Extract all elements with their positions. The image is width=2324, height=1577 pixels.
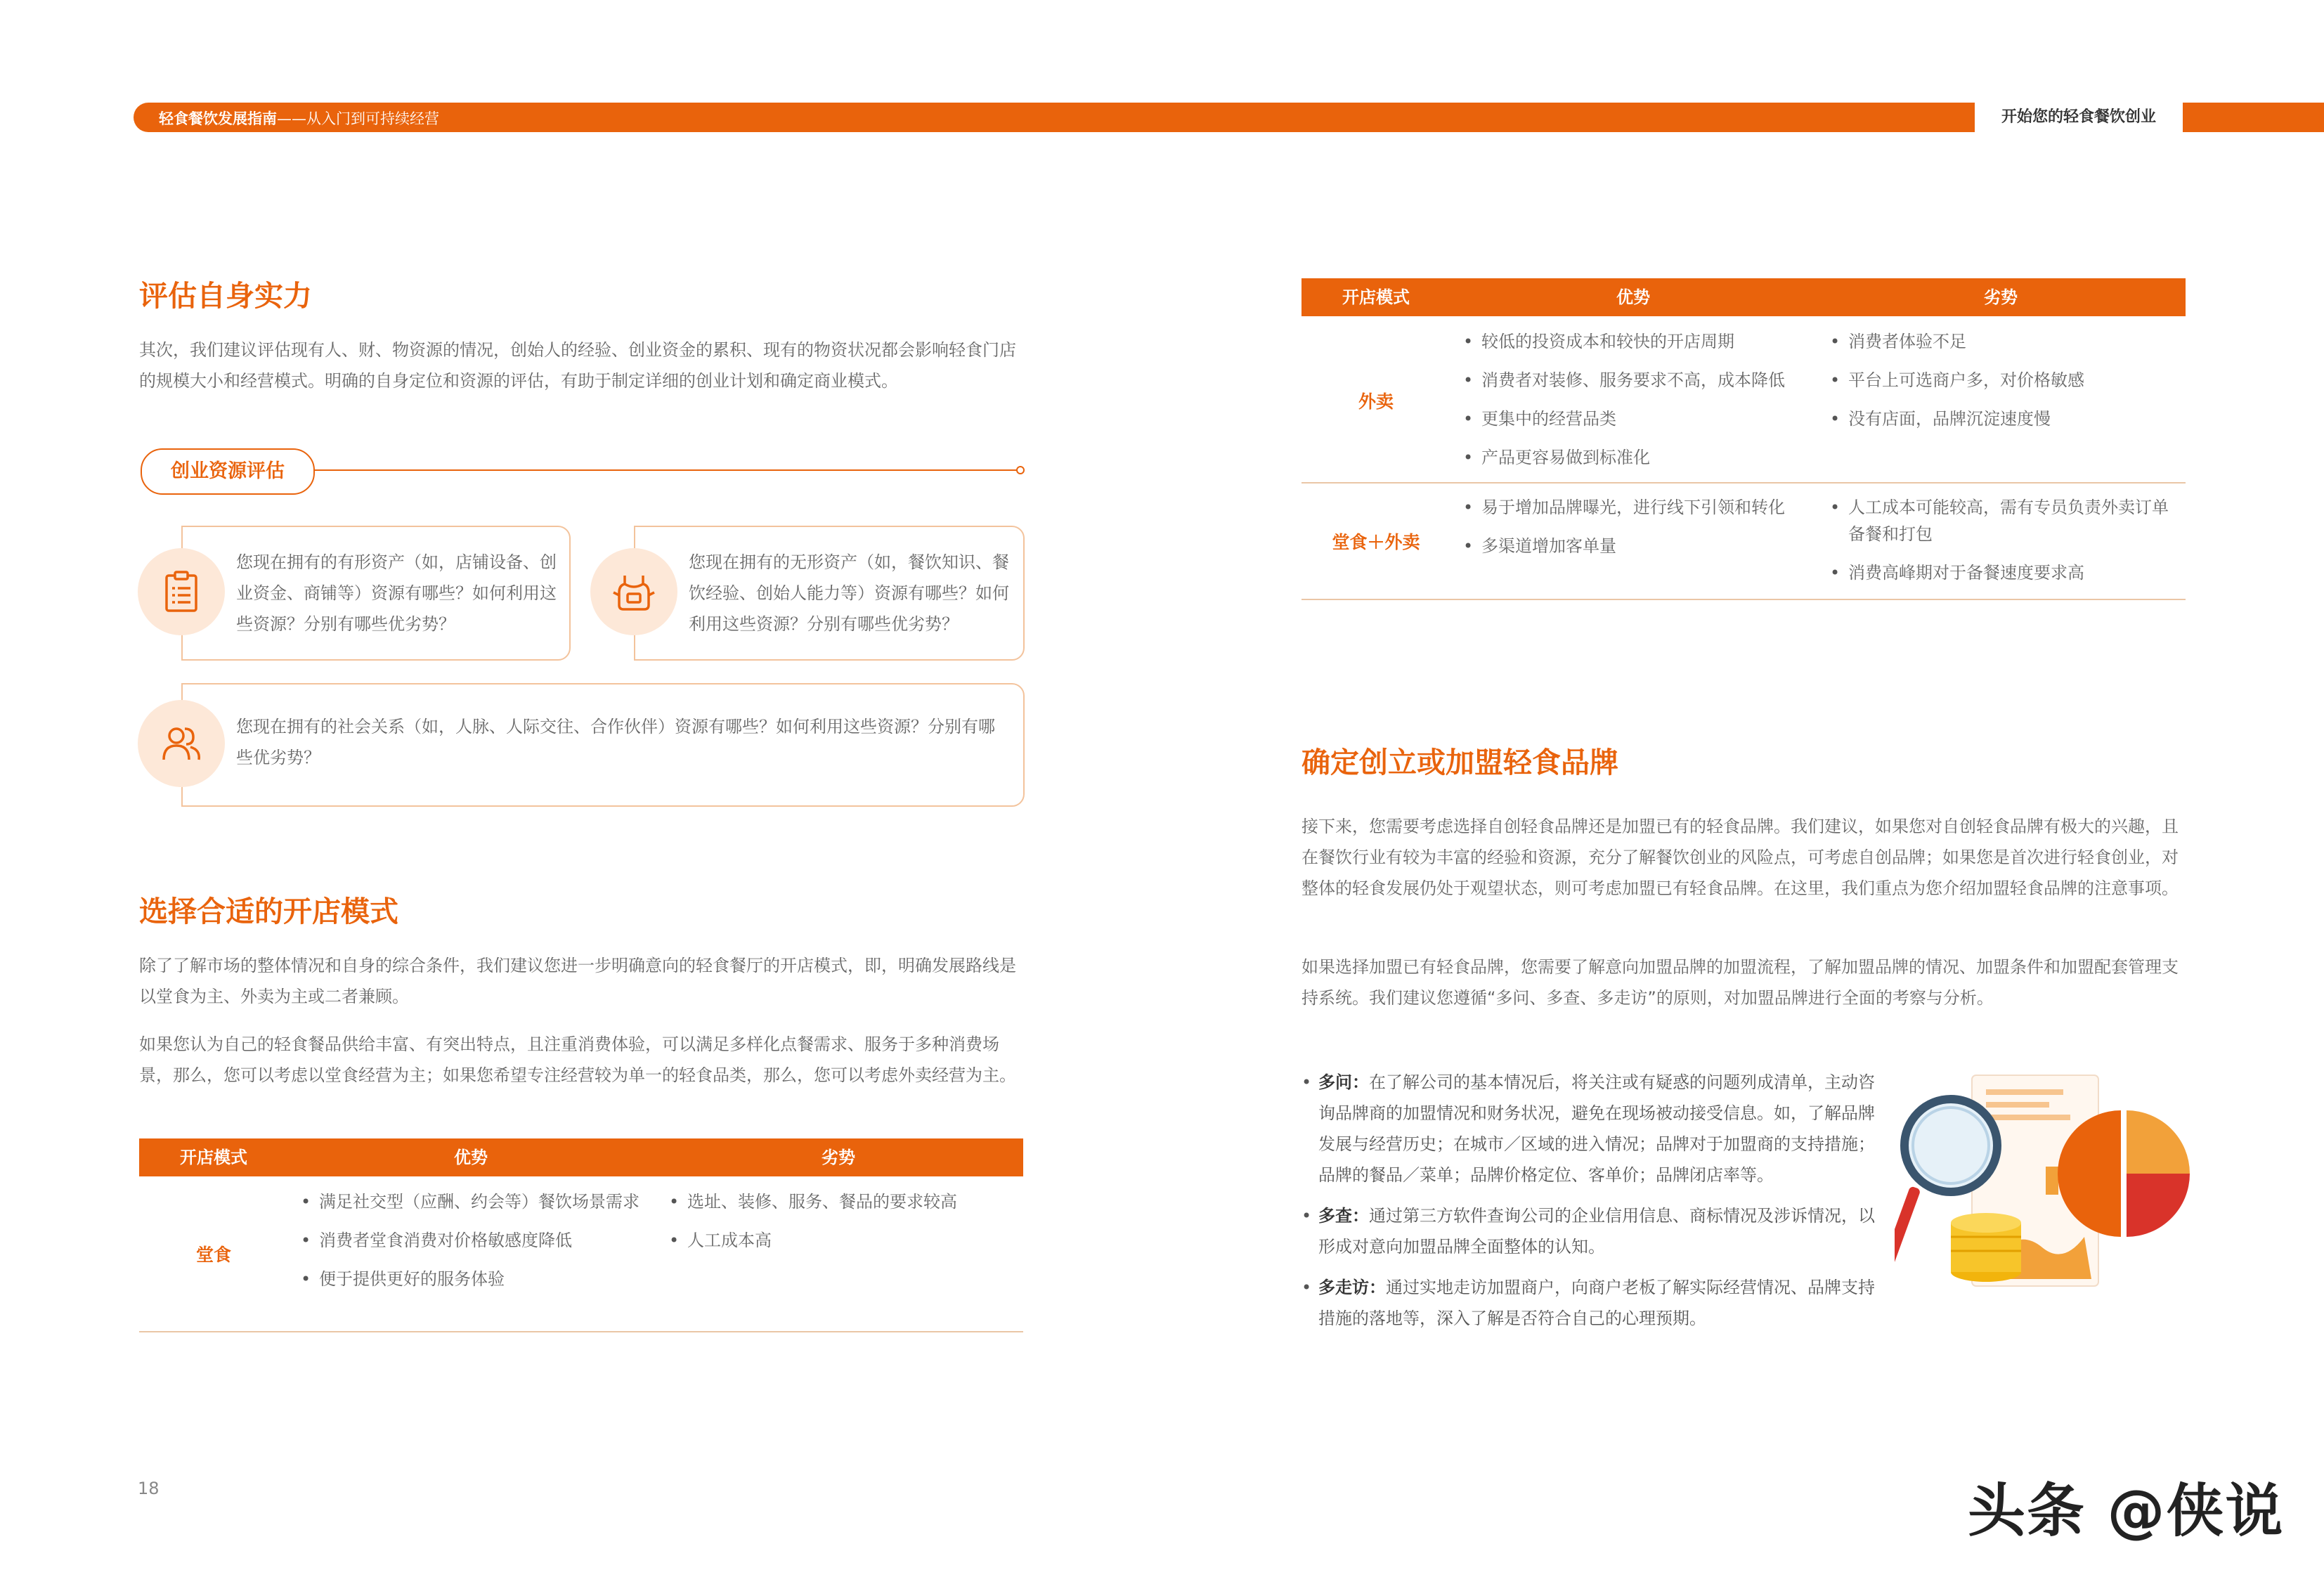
pros-list [1463, 494, 1822, 571]
list-item: • 产品更容易做到标准化 [1463, 444, 1822, 471]
card-text: 您现在拥有的社会关系（如，人脉、人际交往、合作伙伴）资源有哪些？如何利用这些资源？分别有哪些优劣势？ [236, 717, 995, 767]
clipboard-icon [138, 548, 225, 635]
cons-list [1830, 328, 2181, 444]
section-title-assess: 评估自身实力 [139, 279, 312, 313]
card-text: 您现在拥有的无形资产（如，餐饮知识、餐饮经验、创始人能力等）资源有哪些？如何利用这些资源？分别有哪些优劣势？ [689, 552, 1009, 634]
pill-line [313, 469, 1019, 471]
section-body-brand-2: 如果选择加盟已有轻食品牌，您需要了解意向加盟品牌的加盟流程，了解加盟品牌的情况、加盟条件和加盟配套管理支持系统。我们建议您遵循“多问、多查、多走访”的原则，对加盟品牌进行全面的考察与分析。 [1301, 957, 2179, 1008]
list-item: • 便于提供更好的服务体验 [301, 1266, 652, 1292]
pros-list [301, 1188, 652, 1304]
tip-ask: • 多问：在了解公司的基本情况后，将关注或有疑惑的问题列成清单，主动咨询品牌商的加盟情况和财务状况，避免在现场被动接受信息。如，了解品牌发展与经营历史；在城市／区域的进入情况；品牌对于加盟商的支持措施；品牌的餐品／菜单；品牌价格定位、客单价；品牌闭店率等。 [1301, 1067, 1885, 1190]
resource-card-intangible [634, 526, 1025, 661]
th-mode: 开店模式 [180, 1148, 247, 1167]
section-body-mode-2: 如果您认为自己的轻食餐品供给丰富、有突出特点，且注重消费体验，可以满足多样化点餐需求、服务于多种消费场景，那么，您可以考虑以堂食经营为主；如果您希望专注经营较为单一的轻食品类，那么，您可以考虑外卖经营为主。 [139, 1034, 1016, 1085]
list-item: • 消费者对装修、服务要求不高，成本降低 [1463, 367, 1822, 394]
watermark: 头条 @侠说 [1968, 1478, 2285, 1545]
row-label-dine-in: 堂食 [195, 1245, 231, 1265]
cons-list [669, 1188, 1020, 1266]
header-section-title: 开始您的轻食餐饮创业 [1975, 103, 2183, 132]
list-item: • 没有店面，品牌沉淀速度慢 [1830, 405, 2181, 432]
list-item: • 人工成本高 [669, 1227, 1020, 1254]
section-body-assess: 其次，我们建议评估现有人、财、物资源的情况，创始人的经验、创业资金的累积、现有的物资状况都会影响轻食门店的规模大小和经营模式。明确的自身定位和资源的评估，有助于制定详细的创业计划和确定商业模式。 [139, 340, 1016, 391]
section-title-mode: 选择合适的开店模式 [139, 895, 398, 928]
list-item: • 消费者堂食消费对价格敏感度降低 [301, 1227, 652, 1254]
th-pros: 优势 [1616, 287, 1650, 307]
tip-visit: • 多走访：通过实地走访加盟商户，向商户老板了解实际经营情况、品牌支持措施的落地等，深入了解是否符合自己的心理预期。 [1301, 1272, 1885, 1334]
section-title-brand: 确定创立或加盟轻食品牌 [1301, 746, 1618, 779]
list-item: • 选址、装修、服务、餐品的要求较高 [669, 1188, 1020, 1215]
page-number: 18 [138, 1479, 160, 1498]
pros-list [1463, 328, 1822, 483]
list-item: • 更集中的经营品类 [1463, 405, 1822, 432]
table-bottom-rule [139, 1331, 1023, 1332]
header-title: 轻食餐饮发展指南——从入门到可持续经营 [159, 110, 439, 127]
card-text: 您现在拥有的有形资产（如，店铺设备、创业资金、商铺等）资源有哪些？如何利用这些资源？分别有哪些优劣势？ [236, 552, 557, 634]
resource-card-tangible [181, 526, 571, 661]
th-pros: 优势 [454, 1148, 488, 1167]
section-body-mode-1: 除了了解市场的整体情况和自身的综合条件，我们建议您进一步明确意向的轻食餐厅的开店模式，即，明确发展路线是以堂食为主、外卖为主或二者兼顾。 [139, 956, 1016, 1006]
cons-list [1830, 494, 2181, 598]
list-item: • 消费高峰期对于备餐速度要求高 [1830, 559, 2181, 586]
table-row-rule [1301, 482, 2186, 484]
th-mode: 开店模式 [1342, 287, 1410, 307]
list-item: • 消费者体验不足 [1830, 328, 2181, 355]
list-item: • 多渠道增加客单量 [1463, 533, 1822, 559]
table-header [139, 1138, 1023, 1176]
list-item: • 平台上可选商户多，对价格敏感 [1830, 367, 2181, 394]
resource-pill: 创业资源评估 [141, 448, 315, 495]
people-icon [138, 700, 225, 787]
row-label-delivery: 外卖 [1358, 391, 1394, 412]
section-body-brand-1: 接下来，您需要考虑选择自创轻食品牌还是加盟已有的轻食品牌。我们建议，如果您对自创轻食品牌有极大的兴趣，且在餐饮行业有较为丰富的经验和资源，充分了解餐饮创业的风险点，可考虑自创品牌；如果您是首次进行轻食创业，对整体的轻食发展仍处于观望状态，则可考虑加盟已有轻食品牌。在这里，我们重点为您介绍加盟轻食品牌的注意事项。 [1301, 817, 2179, 898]
header-band-right [2183, 103, 2324, 132]
list-item: • 满足社交型（应酬、约会等）餐饮场景需求 [301, 1188, 652, 1215]
row-label-both: 堂食＋外卖 [1332, 532, 1420, 552]
list-item: • 人工成本可能较高，需有专员负责外卖订单备餐和打包 [1830, 494, 2181, 547]
tip-check: • 多查：通过第三方软件查询公司的企业信用信息、商标情况及涉诉情况，以形成对意向加盟品牌全面整体的认知。 [1301, 1200, 1885, 1262]
magnifier-coins-chart-icon [1895, 1068, 2204, 1293]
list-item: • 易于增加品牌曝光，进行线下引领和转化 [1463, 494, 1822, 521]
table-header [1301, 278, 2186, 316]
th-cons: 劣势 [822, 1148, 855, 1167]
th-cons: 劣势 [1984, 287, 2018, 307]
header-band [134, 103, 1975, 132]
resource-card-social [181, 683, 1025, 807]
pill-dot [1016, 466, 1025, 474]
list-item: • 较低的投资成本和较快的开店周期 [1463, 328, 1822, 355]
franchise-tips-list [1301, 1067, 1885, 1344]
apron-icon [590, 548, 677, 635]
table-bottom-rule [1301, 599, 2186, 600]
